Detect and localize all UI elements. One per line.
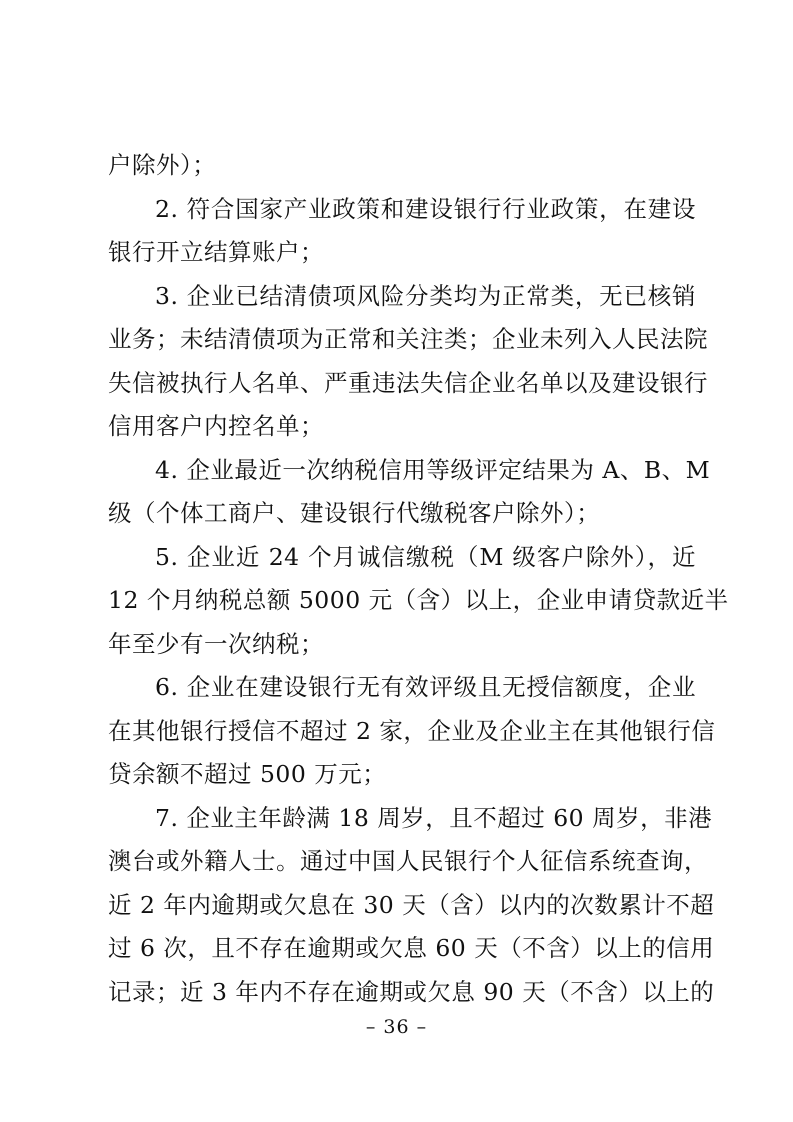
list-item-5: 5. 企业近 24 个月诚信缴税（M 级客户除外），近 xyxy=(155,543,696,571)
text-line: 记录；近 3 年内不存在逾期或欠息 90 天（不含）以上的 xyxy=(108,978,715,1006)
text-line: 贷余额不超过 500 万元； xyxy=(108,760,387,788)
text-line: 年至少有一次纳税； xyxy=(108,630,324,658)
list-item-7: 7. 企业主年龄满 18 周岁，且不超过 60 周岁，非港 xyxy=(155,804,713,832)
text-line: 澳台或外籍人士。通过中国人民银行个人征信系统查询， xyxy=(108,847,708,875)
text-line: 在其他银行授信不超过 2 家，企业及企业主在其他银行信 xyxy=(108,717,716,745)
text-line: 近 2 年内逾期或欠息在 30 天（含）以内的次数累计不超 xyxy=(108,891,715,919)
text-line: 过 6 次，且不存在逾期或欠息 60 天（不含）以上的信用 xyxy=(108,934,715,962)
text-line: 信用客户内控名单； xyxy=(108,412,324,440)
list-item-2: 2. 符合国家产业政策和建设银行行业政策，在建设 xyxy=(155,195,696,223)
text-line: 失信被执行人名单、严重违法失信企业名单以及建设银行 xyxy=(108,369,708,397)
text-line: 银行开立结算账户； xyxy=(108,238,324,266)
text-line: 级（个体工商户、建设银行代缴税客户除外）； xyxy=(108,499,601,527)
list-item-3: 3. 企业已结清债项风险分类均为正常类，无已核销 xyxy=(155,282,696,310)
list-item-6: 6. 企业在建设银行无有效评级且无授信额度，企业 xyxy=(155,673,696,701)
text-line: 业务；未结清债项为正常和关注类；企业未列入人民法院 xyxy=(108,325,708,353)
list-item-4: 4. 企业最近一次纳税信用等级评定结果为 A、B、M xyxy=(155,456,711,484)
page-number: – 36 – xyxy=(365,1016,428,1038)
text-line: 12 个月纳税总额 5000 元（含）以上，企业申请贷款近半 xyxy=(108,586,729,614)
text-line: 户除外）； xyxy=(108,151,217,179)
